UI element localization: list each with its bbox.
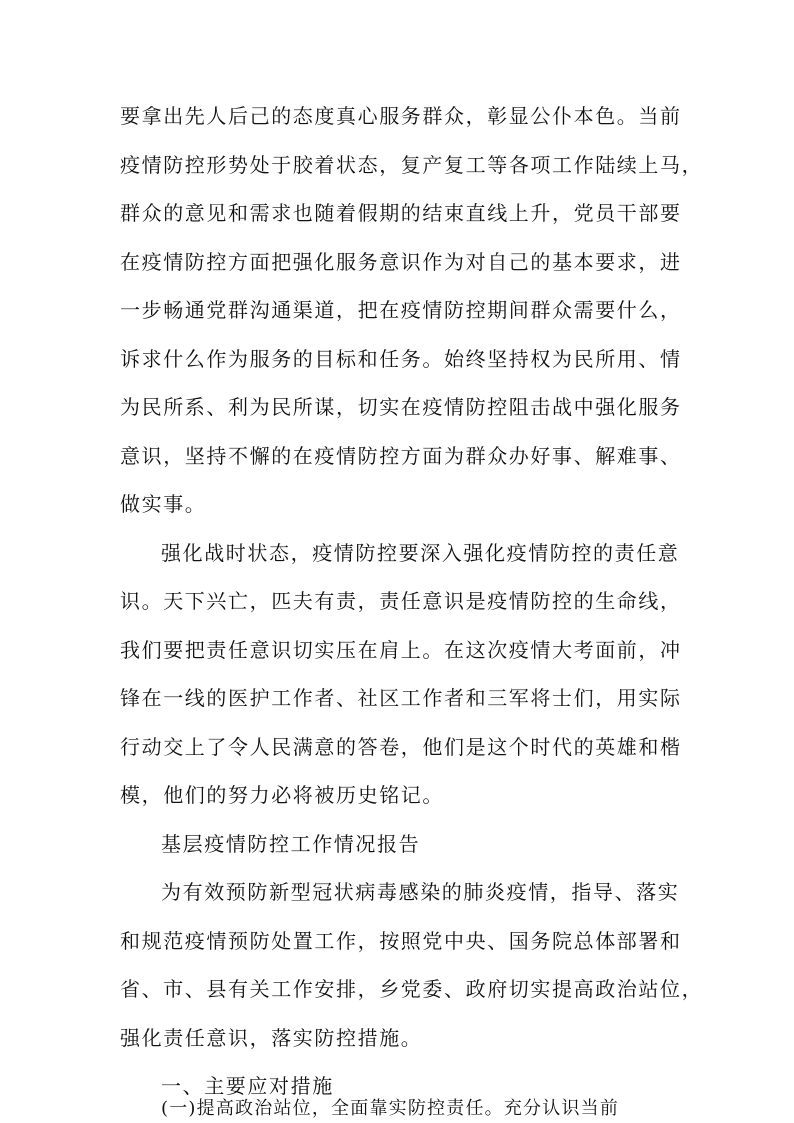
- paragraph-line: 行动交上了令人民满意的答卷，他们是这个时代的英雄和楷: [120, 735, 682, 759]
- paragraph-line: 强化战时状态，疫情防控要深入强化疫情防控的责任意: [161, 541, 680, 565]
- paragraph-line: 疫情防控形势处于胶着状态，复产复工等各项工作陆续上马，: [120, 153, 704, 177]
- paragraph-line: 模，他们的努力必将被历史铭记。: [120, 783, 444, 807]
- section-heading: 基层疫情防控工作情况报告: [161, 832, 421, 856]
- paragraph-line: 锋在一线的医护工作者、社区工作者和三军将士们，用实际: [120, 686, 682, 710]
- paragraph-line: 我们要把责任意识切实压在肩上。在这次疫情大考面前，冲: [120, 638, 682, 662]
- paragraph-line: (一)提高政治站位，全面靠实防控责任。充分认识当前: [161, 1098, 620, 1119]
- paragraph-line: 在疫情防控方面把强化服务意识作为对自己的基本要求，进: [120, 250, 682, 274]
- paragraph-line: 要拿出先人后己的态度真心服务群众，彰显公仆本色。当前: [120, 104, 682, 128]
- paragraph-line: 和规范疫情预防处置工作，按照党中央、国务院总体部署和: [120, 929, 682, 953]
- paragraph-line: 强化责任意识，落实防控措施。: [120, 1026, 423, 1050]
- paragraph-line: 为有效预防新型冠状病毒感染的肺炎疫情，指导、落实: [161, 880, 680, 904]
- paragraph-line: 省、市、县有关工作安排，乡党委、政府切实提高政治站位，: [120, 977, 704, 1001]
- paragraph-line: 识。天下兴亡，匹夫有责，责任意识是疫情防控的生命线，: [120, 589, 682, 613]
- paragraph-line: 做实事。: [120, 492, 207, 516]
- section-heading: 一、主要应对措施: [161, 1074, 334, 1098]
- paragraph-line: 群众的意见和需求也随着假期的结束直线上升，党员干部要: [120, 201, 682, 225]
- paragraph-line: 意识，坚持不懈的在疫情防控方面为群众办好事、解难事、: [120, 444, 682, 468]
- paragraph-line: 为民所系、利为民所谋，切实在疫情防控阻击战中强化服务: [120, 395, 682, 419]
- paragraph-line: 一步畅通党群沟通渠道，把在疫情防控期间群众需要什么，: [120, 298, 682, 322]
- paragraph-line: 诉求什么作为服务的目标和任务。始终坚持权为民所用、情: [120, 347, 682, 371]
